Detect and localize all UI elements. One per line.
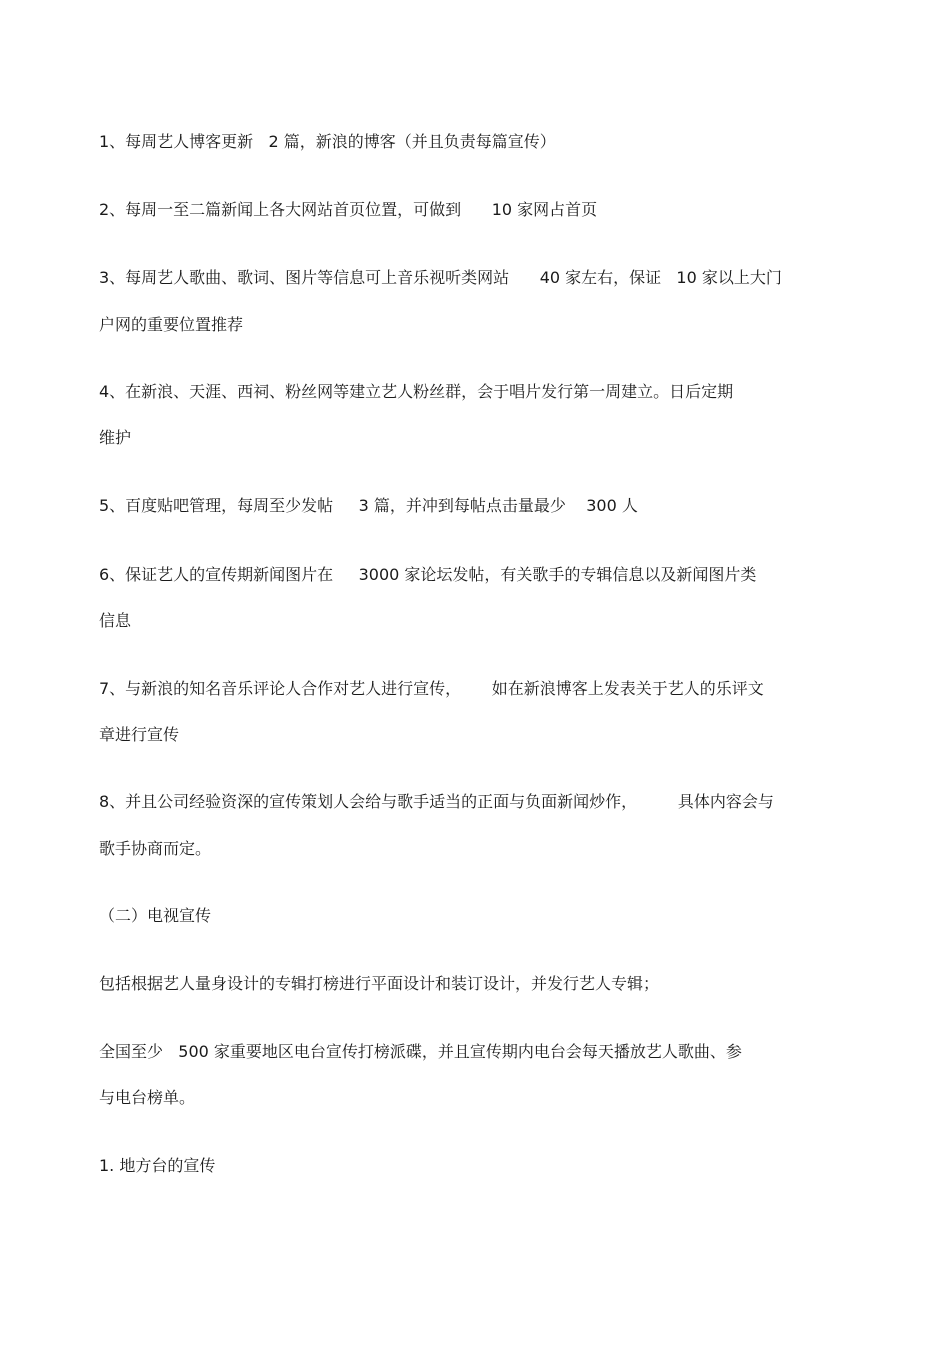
list-item-4-continued: 维护 — [99, 428, 132, 447]
list-item-7: 7、与新浪的知名音乐评论人合作对艺人进行宣传， 如在新浪博客上发表关于艺人的乐评文 — [99, 679, 764, 698]
list-item-1: 1、每周艺人博客更新 2 篇，新浪的博客（并且负责每篇宣传） — [99, 132, 556, 151]
paragraph-radio-promotion: 全国至少 500 家重要地区电台宣传打榜派碟，并且宣传期内电台会每天播放艺人歌曲、参 — [99, 1042, 742, 1061]
list-item-8: 8、并且公司经验资深的宣传策划人会给与歌手适当的正面与负面新闻炒作， 具体内容会与 — [99, 792, 774, 811]
list-item-2: 2、每周一至二篇新闻上各大网站首页位置，可做到 10 家网占首页 — [99, 200, 598, 219]
list-item-8-continued: 歌手协商而定。 — [99, 839, 212, 858]
list-item-3: 3、每周艺人歌曲、歌词、图片等信息可上音乐视听类网站 40 家左右，保证 10 家以上大门 — [99, 268, 782, 287]
list-item-4: 4、在新浪、天涯、西祠、粉丝网等建立艺人粉丝群，会于唱片发行第一周建立。日后定期 — [99, 382, 734, 401]
paragraph-album-design: 包括根据艺人量身设计的专辑打榜进行平面设计和装订设计，并发行艺人专辑； — [99, 974, 660, 993]
section-heading-tv-promotion: （二）电视宣传 — [99, 906, 212, 925]
list-item-5: 5、百度贴吧管理，每周至少发帖 3 篇，并冲到每帖点击量最少 300 人 — [99, 496, 638, 515]
subheading-local-station: 1. 地方台的宣传 — [99, 1156, 216, 1175]
list-item-6-continued: 信息 — [99, 611, 132, 630]
list-item-7-continued: 章进行宣传 — [99, 725, 180, 744]
paragraph-radio-promotion-continued: 与电台榜单。 — [99, 1088, 196, 1107]
list-item-6: 6、保证艺人的宣传期新闻图片在 3000 家论坛发帖，有关歌手的专辑信息以及新闻图片类 — [99, 565, 757, 584]
list-item-3-continued: 户网的重要位置推荐 — [99, 315, 244, 334]
